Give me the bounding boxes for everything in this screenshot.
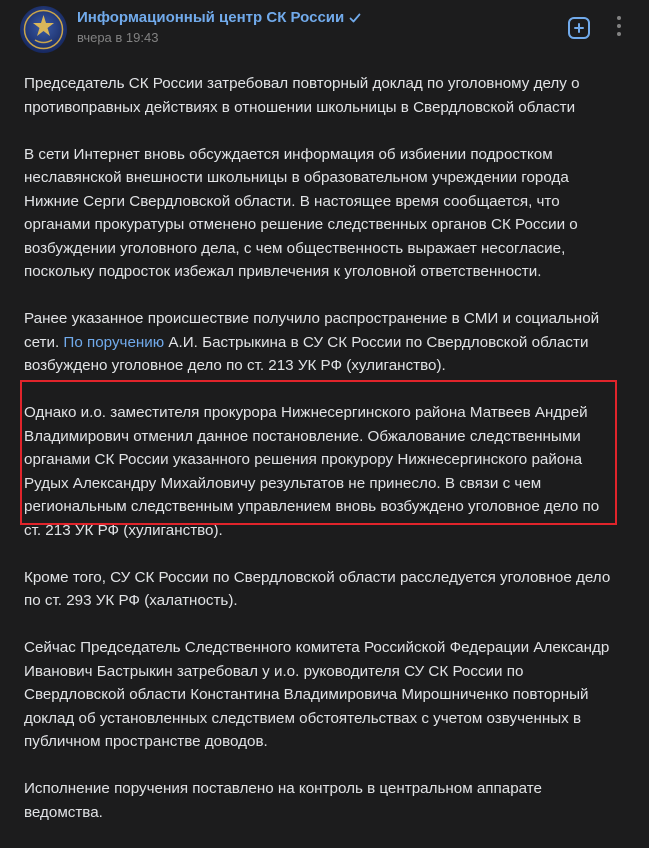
post-paragraph-4: Однако и.о. заместителя прокурора Нижнесергинского района Матвеев Андрей Владимирович отменил данное постановление. Обжалование следственными органами СК России указанного решения прокурору Нижнесергинского района Рудых Александру Михайловичу результатов не принесло. В связи с чем региональным следственным управлением вновь возбуждено уголовное дело по ст. 213 УК РФ (хулиганство). [24,404,600,539]
post-paragraph-6: Сейчас Председатель Следственного комитета Российской Федерации Александр Иванович Бастрыкин затребовал у и.о. руководителя СУ СК России по Свердловской области Константина Владимировича Мирошниченко повторный доклад об установленных следствием обстоятельствах с учетом озвученных в публичном пространстве доводов. [24,639,610,750]
emblem-icon [20,6,67,53]
verified-icon [349,12,361,24]
post-paragraph-1: Председатель СК России затребовал повторный доклад по уголовному делу о противоправных действиях в отношении школьницы в Свердловской области [24,75,580,116]
post-paragraph-5: Кроме того, СУ СК России по Свердловской области расследуется уголовное дело по ст. 293 УК РФ (халатность). [24,568,611,609]
channel-avatar[interactable] [20,6,67,53]
instruction-link[interactable]: По поручению [63,333,165,351]
post-paragraph-3 [24,307,614,378]
post-paragraph-3-start: Ранее указанное происшествие получило распространение в СМИ и социальной сети. [24,310,600,351]
channel-name-text[interactable]: Информационный центр СК России [77,9,345,26]
post-paragraph-3-end: А.И. Бастрыкина в СУ СК России по Свердловской области возбуждено уголовное дело по ст. 213 УК РФ (хулиганство). [24,333,589,374]
post-paragraph-2: В сети Интернет вновь обсуждается информация об избиении подростком неславянской внешности школьницы в образовательном учреждении города Нижние Серги Свердловской области. В настоящее время сообщается, что органами прокуратуры отменено решение следственных органов СК России о возбуждении уголовного дела, с чем общественность выражает несогласие, поскольку подросток избежал привлечения к уголовной ответственности. [24,145,578,280]
add-icon[interactable] [568,17,590,39]
post-header [0,0,649,60]
post-time[interactable]: вчера в 19:43 [77,30,159,45]
post-paragraph-7: Исполнение поручения поставлено на контроль в центральном аппарате ведомства. [24,780,542,821]
more-icon[interactable] [609,10,629,46]
post-text [24,72,614,848]
channel-name[interactable] [77,9,361,26]
